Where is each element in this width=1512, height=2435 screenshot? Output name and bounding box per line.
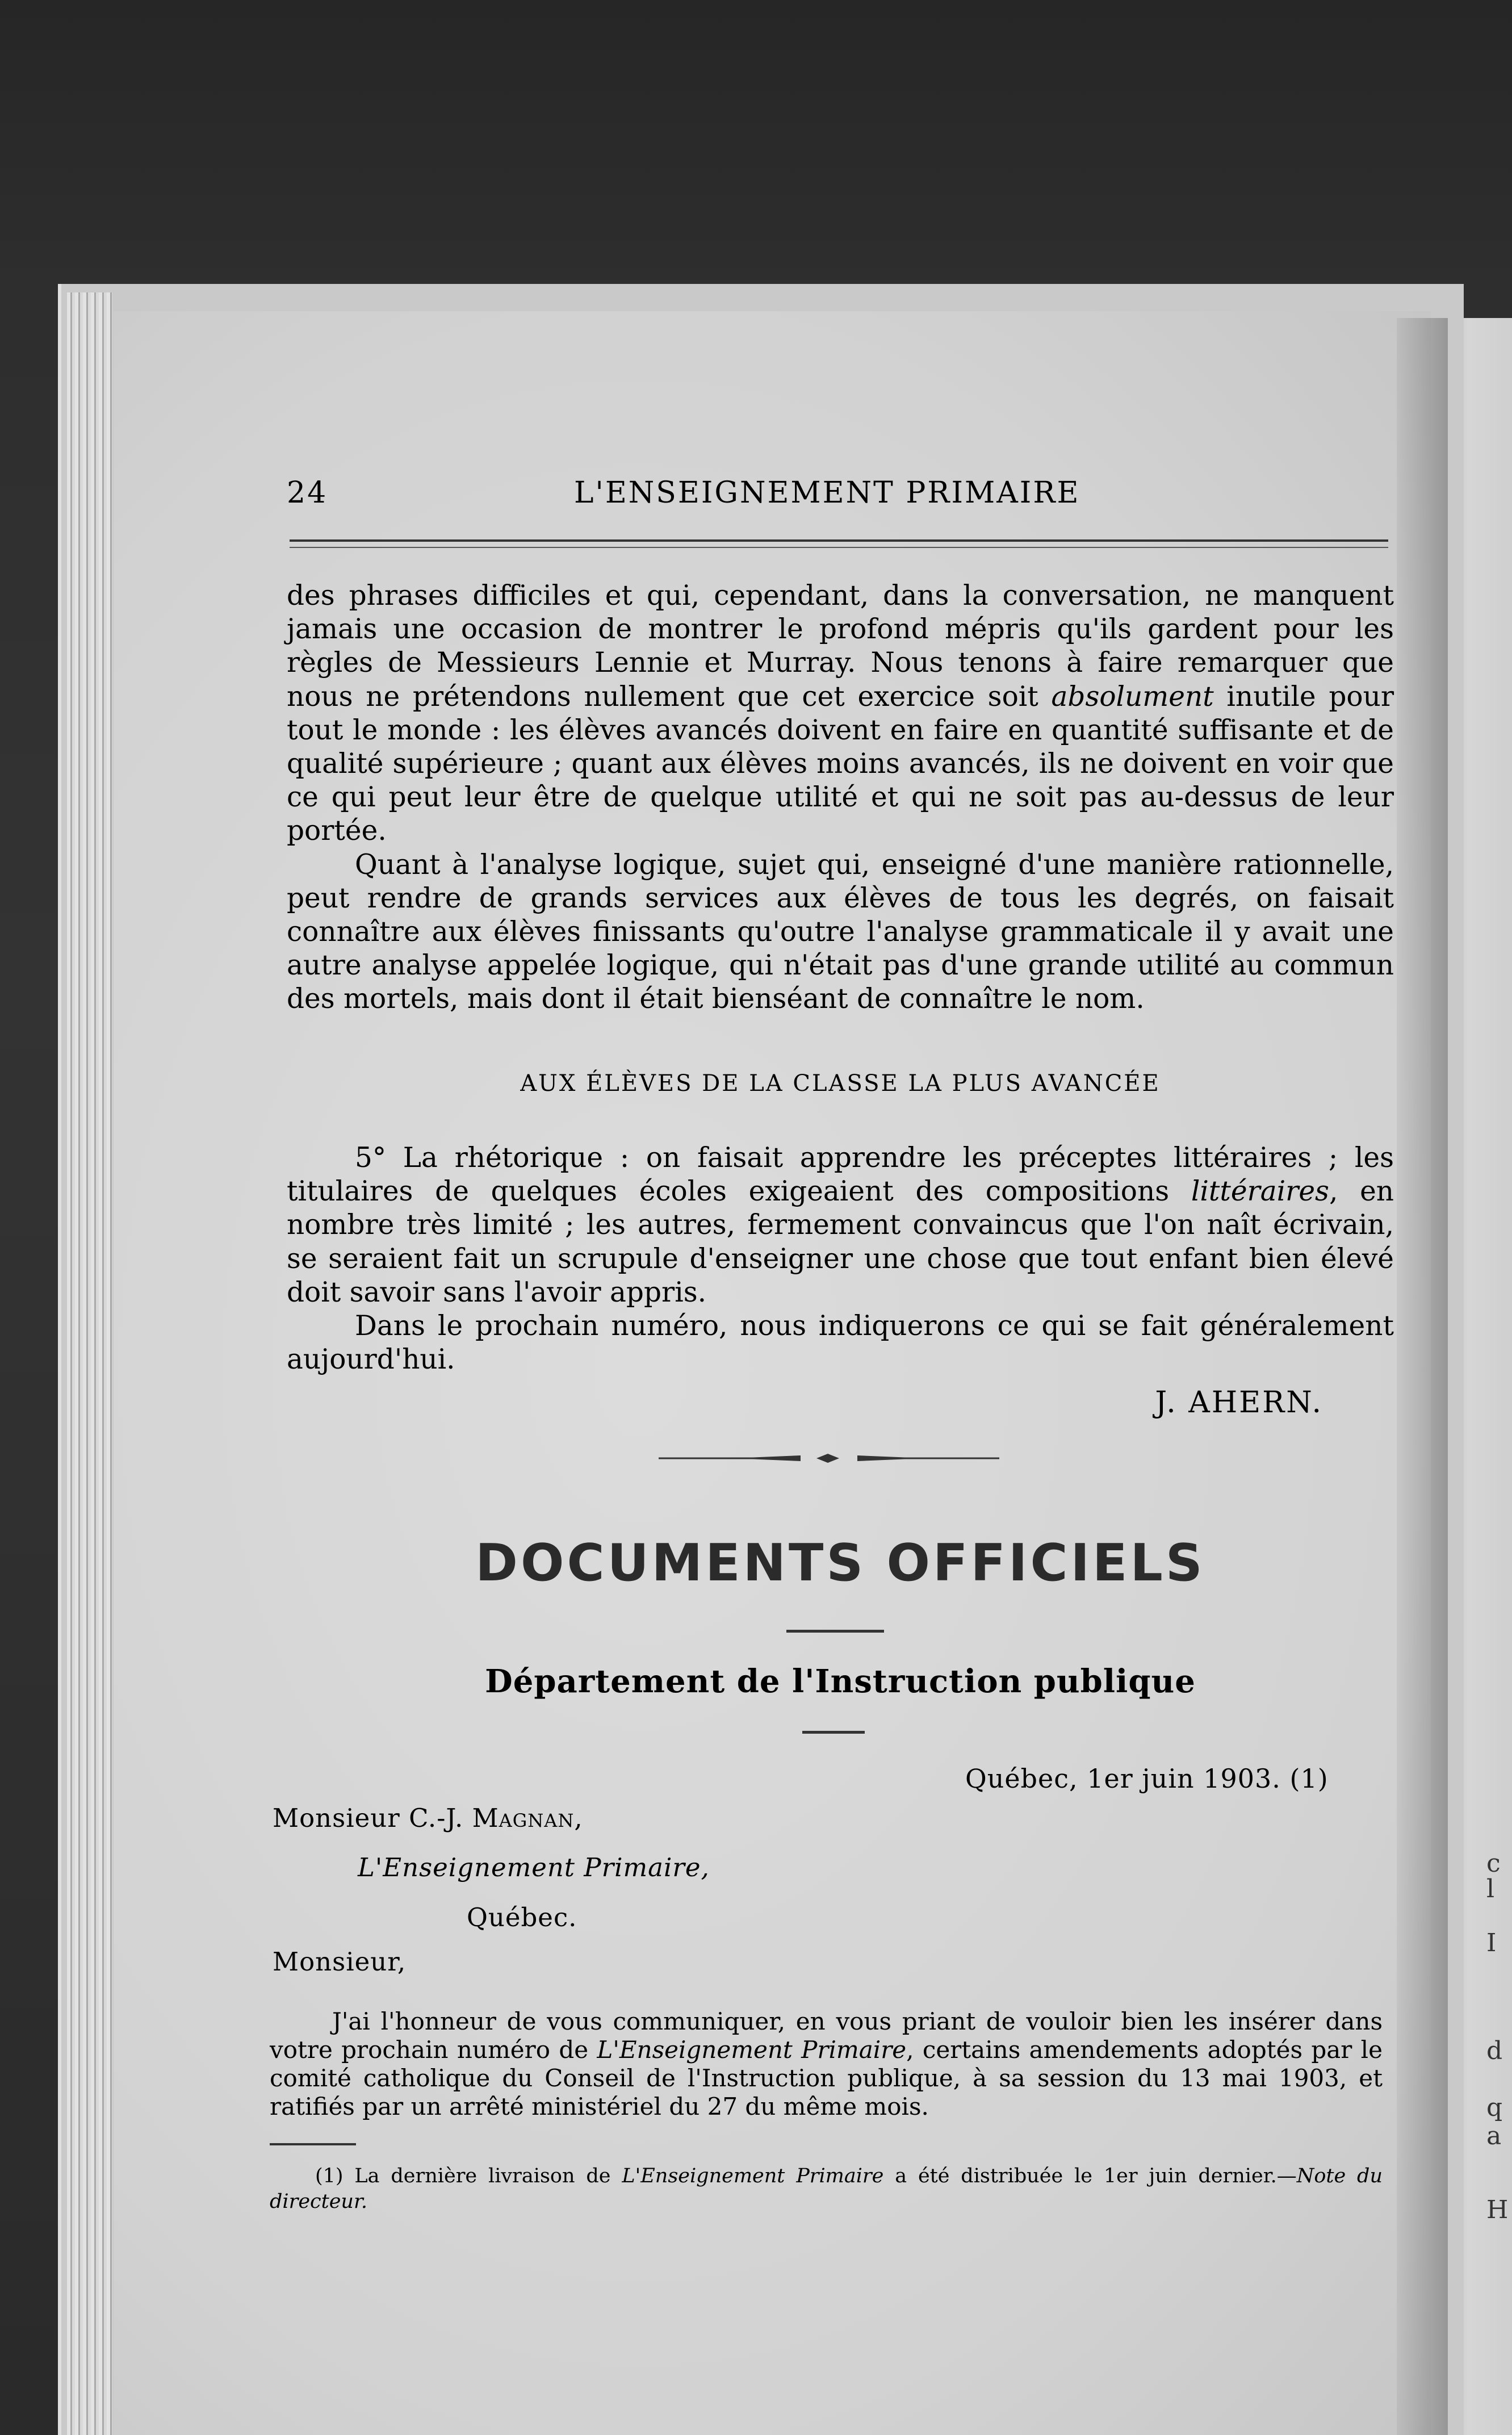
fragment-letter: H [1486,2195,1509,2224]
paragraph-text: , en nombre très limité ; les autres, fermement convaincus que l'on naît écrivain, se seraient fait un scrupule d'enseigner une chose que tout enfant bien élevé doit savoir sans l'avoir appris. [287,1175,1394,1308]
paragraph-text: J'ai l'honneur de vous communiquer, en vous priant de vouloir bien les insérer dans votre prochain numéro de [270,2007,1383,2064]
footnote-part: a été distribuée le 1er juin dernier.— [883,2165,1297,2187]
emphasis-text: absolument [1051,680,1214,713]
paragraph: Dans le prochain numéro, nous indiquerons ce qui se fait généralement aujourd'hui. [287,1310,1394,1376]
paragraph-text: , certains amendements adoptés par le comité catholique du Conseil de l'Instruction publique, à sa session du 13 mai 1903, et ratifiés par un arrêté ministériel du 27 du même mois. [270,2036,1383,2120]
letter-salutation: Monsieur, [273,1947,407,1977]
footnote-rule [270,2143,356,2145]
fragment-letter: d [1486,2036,1503,2065]
recipient-city: Québec. [467,1902,577,1932]
paragraph-text: des phrases difficiles et qui, cependant, dans la conversation, ne manquent jamais une occasion de montrer le profond mépris qu'ils gardent pour les règles de Messieurs Lennie et Murray. Nous tenons à faire remarquer que nous ne prétendons nullement que cet exercice soit [287,580,1394,713]
page-stack-edges [67,292,112,2435]
publication-name: L'Enseignement Primaire [597,2036,907,2064]
publication-name: L'Enseignement Primaire, [358,1852,710,1882]
article-body-bottom [287,1141,1394,1377]
subtitle-rule [802,1731,865,1734]
publication-name: L'Enseignement Primaire [622,2165,884,2187]
fragment-letter: l [1486,1875,1495,1903]
title-rule [786,1630,884,1633]
fragment-letter: a [1486,2122,1502,2151]
footnote [270,2164,1383,2215]
fragment-letter: q [1486,2093,1503,2122]
author-signature: J. AHERN. [1155,1386,1323,1420]
fragment-letter: c [1486,1849,1501,1878]
footnote-part: (1) La dernière livraison de [315,2165,622,2187]
recipient-publication [358,1852,710,1882]
article-body-top [287,579,1394,1016]
paragraph: Quant à l'analyse logique, sujet qui, enseigné d'une manière rationnelle, peut rendre de grands services aux élèves de tous les degrés, on faisait connaître aux élèves finissants qu'outre l'analyse grammaticale il y avait une autre analyse appelée logique, qui n'était pas d'une grande utilité au commun des mortels, mais dont il était bienséant de connaître le nom. [287,848,1394,1015]
footnote-text [270,2164,1383,2215]
page-number: 24 [287,476,328,510]
fragment-letter: I [1486,1928,1497,1957]
letter-dateline: Québec, 1er juin 1903. (1) [965,1763,1329,1794]
paragraph [287,579,1394,848]
page-gutter-shadow [1397,318,1448,2435]
recipient-prefix: Monsieur C.-J. [273,1803,472,1833]
editor-note: Note du directeur. [270,2165,1383,2213]
paragraph-text: inutile pour tout le monde : les élèves avancés doivent en faire en quantité suffisante et de qualité supérieure ; quant aux élèves moins avancés, ils ne doivent en voir que ce qui peut leur être de quelque utilité et qui ne soit pas au-dessus de leur portée. [287,680,1394,847]
paragraph [270,2007,1383,2121]
running-head [287,476,1388,510]
department-heading: Département de l'Instruction publique [485,1663,1196,1700]
recipient-name: Magnan, [472,1803,583,1833]
running-title: L'ENSEIGNEMENT PRIMAIRE [574,476,1080,510]
emphasis-text: littéraires [1191,1175,1329,1208]
paragraph [287,1141,1394,1309]
header-rule [290,539,1388,548]
ornament-divider [659,1451,999,1465]
section-heading: AUX ÉLÈVES DE LA CLASSE LA PLUS AVANCÉE [520,1070,1161,1097]
paragraph-text: 5° La rhétorique : on faisait apprendre les préceptes littéraires ; les titulaires de quelques écoles exigeaient des compositions [287,1142,1394,1208]
section-title: DOCUMENTS OFFICIELS [475,1533,1205,1593]
adjacent-page-fragments [1486,1846,1512,2243]
letter-body [270,2007,1383,2121]
letter-recipient [273,1803,583,1833]
